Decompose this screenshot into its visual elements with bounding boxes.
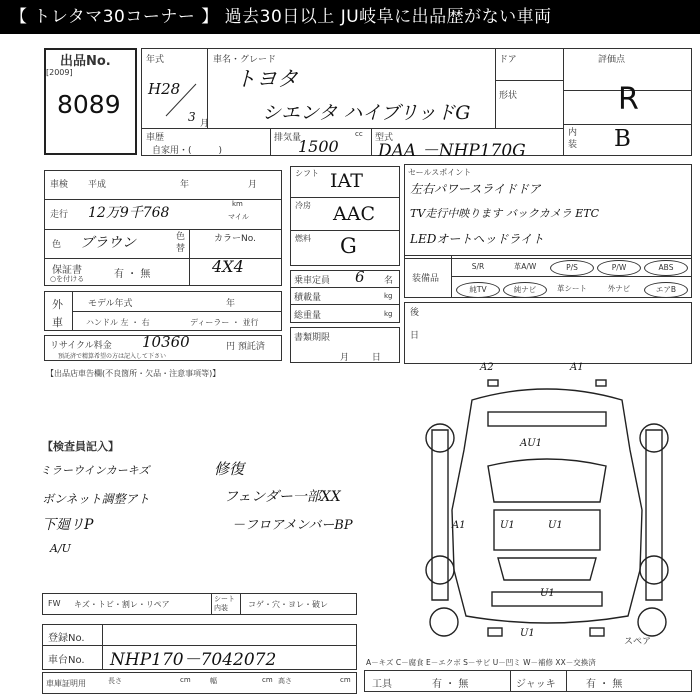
equipment-item: 革A/W bbox=[513, 262, 537, 271]
shift-label: シフト bbox=[295, 169, 319, 178]
cert-width: 幅 bbox=[210, 677, 217, 685]
shape-label: 形状 bbox=[499, 91, 518, 101]
color-no-value: 4X4 bbox=[212, 257, 244, 276]
cert-width-cm: cm bbox=[262, 676, 273, 684]
car-maker: トヨタ bbox=[235, 67, 298, 91]
cooler-label: 冷房 bbox=[295, 201, 311, 210]
diagram-mark-au1: AU1 bbox=[520, 438, 543, 449]
sales-point-line-2: TV走行中映ります バックカメラ ETC bbox=[410, 207, 600, 220]
equipment-item: ABS bbox=[644, 260, 688, 276]
equipment-item: S/R bbox=[471, 262, 485, 271]
sales-point-label: セールスポイント bbox=[408, 168, 472, 177]
chassis-label: 車台No. bbox=[48, 655, 85, 666]
equipment-item: P/S bbox=[550, 260, 594, 276]
mileage-value: 12万9千768 bbox=[88, 205, 170, 221]
garage-cert-label: 車庫証明用 bbox=[46, 679, 86, 688]
lot-number: 8089 bbox=[57, 90, 121, 119]
displacement-value: 1500 bbox=[298, 137, 339, 156]
car-name-label: 車名・グレード bbox=[213, 55, 277, 65]
lot-year: [2009] bbox=[46, 68, 73, 77]
damage-legend: A－キズ C－腐食 E－エクボ S－サビ U－凹ミ W－補修 XX－交換済 bbox=[366, 658, 596, 667]
inspection-month: 月 bbox=[248, 180, 258, 190]
equipment-item: 純ナビ bbox=[503, 282, 547, 298]
foreign-label-2: 車 bbox=[52, 316, 63, 329]
interior-value: B bbox=[614, 126, 631, 152]
rear-label-2: 日 bbox=[410, 331, 420, 341]
fw-items: キズ・トビ・割レ・リペア bbox=[74, 600, 170, 609]
seat-label: シート内装 bbox=[214, 595, 235, 612]
inspector-right-3: －フロアメンバーBP bbox=[232, 518, 353, 533]
year-month: 3 bbox=[188, 110, 196, 124]
document-period-unit: 月 日 bbox=[340, 353, 381, 363]
color-no-label: カラーNo. bbox=[214, 234, 256, 244]
diagram-mark-a1-top: A1 bbox=[570, 362, 584, 373]
diagram-mark-a2: A2 bbox=[480, 362, 494, 373]
fuel-label: 燃料 bbox=[295, 234, 311, 243]
jack-options: 有 ・ 無 bbox=[586, 679, 623, 690]
equipment-item: P/W bbox=[597, 260, 641, 276]
inspection-label: 車検 bbox=[50, 180, 69, 190]
displacement-unit: cc bbox=[355, 130, 363, 138]
recycle-note: 預託済で精算希望の方は記入して下さい bbox=[58, 353, 167, 360]
warranty-label: 保証書 bbox=[52, 265, 82, 276]
capacity-value: 6 bbox=[355, 268, 365, 286]
fuel-value: G bbox=[340, 234, 357, 258]
cert-length: 長さ bbox=[108, 677, 122, 685]
tools-options: 有 ・ 無 bbox=[432, 679, 469, 690]
equipment-item: 革シート bbox=[557, 284, 587, 293]
equipment-item: エアB bbox=[644, 282, 688, 298]
chassis-value: NHP170－7042072 bbox=[110, 650, 277, 670]
shift-value: IAT bbox=[330, 170, 363, 192]
foreign-label-1: 外 bbox=[52, 298, 63, 311]
damage-diagram bbox=[402, 360, 692, 660]
equipment-item: 外ナビ bbox=[607, 284, 631, 293]
weight-label: 総重量 bbox=[294, 311, 322, 321]
car-model: シエンタ ハイブリッドG bbox=[262, 102, 471, 124]
cert-length-cm: cm bbox=[180, 676, 191, 684]
diagram-mark-u1-b: U1 bbox=[548, 520, 563, 531]
diagram-mark-a1: A1 bbox=[452, 520, 466, 531]
garage-cert-box bbox=[42, 672, 357, 694]
interior-label: 内装 bbox=[568, 128, 578, 150]
foreign-model-year: モデル年式 bbox=[88, 299, 133, 309]
color-label: 色 bbox=[52, 240, 62, 250]
equipment-item: 純TV bbox=[456, 282, 500, 298]
recycle-label: リサイクル料金 bbox=[50, 341, 112, 351]
inspector-line-3: 下廻リP bbox=[42, 517, 94, 533]
history-value: 自家用・( ) bbox=[152, 146, 223, 156]
banner-title: 【 トレタマ30コーナー 】 過去30日以上 JU岐阜に出品歴がない車両 bbox=[0, 0, 700, 34]
seat-items: コゲ・穴・ヨレ・破レ bbox=[248, 600, 328, 609]
inspector-right-1: 修復 bbox=[214, 460, 245, 478]
lot-label: 出品No. bbox=[60, 54, 111, 69]
recycle-unit: 円 預託済 bbox=[226, 342, 265, 352]
sales-point-line-3: LEDオートヘッドライト bbox=[410, 232, 544, 246]
remarks-header: 【出品店車告欄(不良箇所・欠品・注意事項等)】 bbox=[46, 369, 221, 378]
jack-label: ジャッキ bbox=[516, 679, 556, 690]
year-slash bbox=[160, 80, 200, 120]
mileage-unit-mile: マイル bbox=[228, 213, 249, 221]
recycle-value: 10360 bbox=[142, 333, 190, 351]
capacity-label: 乗車定員 bbox=[294, 276, 331, 286]
score-label: 評価点 bbox=[598, 55, 626, 65]
equipment-label: 装備品 bbox=[412, 274, 440, 284]
warranty-note: ○を付ける bbox=[50, 275, 85, 283]
foreign-handle: ハンドル 左 ・ 右 bbox=[86, 318, 150, 327]
diagram-mark-u1-d: U1 bbox=[520, 628, 535, 639]
door-label: ドア bbox=[499, 55, 517, 65]
model-type-value: DAA －NHP170G bbox=[378, 141, 526, 161]
history-label: 車歴 bbox=[146, 133, 165, 143]
diagram-mark-u1-a: U1 bbox=[500, 520, 515, 531]
inspection-year: 年 bbox=[180, 180, 190, 190]
year-label: 年式 bbox=[146, 55, 165, 65]
cooler-value: AAC bbox=[333, 203, 375, 225]
sales-point-line-1: 左右パワースライドドア bbox=[410, 182, 541, 196]
tools-label: 工具 bbox=[372, 679, 392, 690]
inspector-right-2: フェンダー一部XX bbox=[224, 489, 341, 505]
foreign-year: 年 bbox=[226, 299, 236, 309]
mileage-label: 走行 bbox=[50, 210, 69, 220]
inspector-line-4: A/U bbox=[50, 542, 71, 555]
fw-label: FW bbox=[48, 599, 61, 608]
foreign-dealer: ディーラー ・ 並行 bbox=[190, 318, 259, 327]
capacity-unit: 名 bbox=[384, 276, 394, 286]
color-value: ブラウン bbox=[80, 235, 136, 251]
cert-height: 高さ bbox=[278, 677, 292, 685]
cert-height-cm: cm bbox=[340, 676, 351, 684]
rear-box bbox=[404, 302, 692, 364]
mileage-unit-km: km bbox=[232, 200, 243, 208]
spare-label: スペア bbox=[624, 637, 652, 647]
weight-unit: kg bbox=[384, 310, 393, 318]
year-era: H28 bbox=[148, 80, 181, 98]
inspector-line-2: ボンネット調整アト bbox=[42, 492, 150, 506]
month-unit: 月 bbox=[200, 119, 210, 129]
diagram-mark-u1-c: U1 bbox=[540, 588, 555, 599]
score-value: R bbox=[618, 82, 639, 117]
warranty-options: 有 ・ 無 bbox=[114, 269, 151, 280]
load-label: 積載量 bbox=[294, 293, 322, 303]
model-type-label: 型式 bbox=[375, 133, 394, 143]
registration-label: 登録No. bbox=[48, 633, 85, 644]
displacement-label: 排気量 bbox=[274, 133, 302, 143]
inspection-era: 平成 bbox=[88, 180, 107, 190]
color-change-label: 色替 bbox=[176, 232, 186, 254]
rear-label-1: 後 bbox=[410, 308, 420, 318]
document-period-label: 書類期限 bbox=[294, 333, 331, 343]
load-unit: kg bbox=[384, 292, 393, 300]
inspector-line-1: ミラーウインカーキズ bbox=[40, 464, 150, 477]
inspector-label: 【検査員記入】 bbox=[42, 440, 119, 453]
